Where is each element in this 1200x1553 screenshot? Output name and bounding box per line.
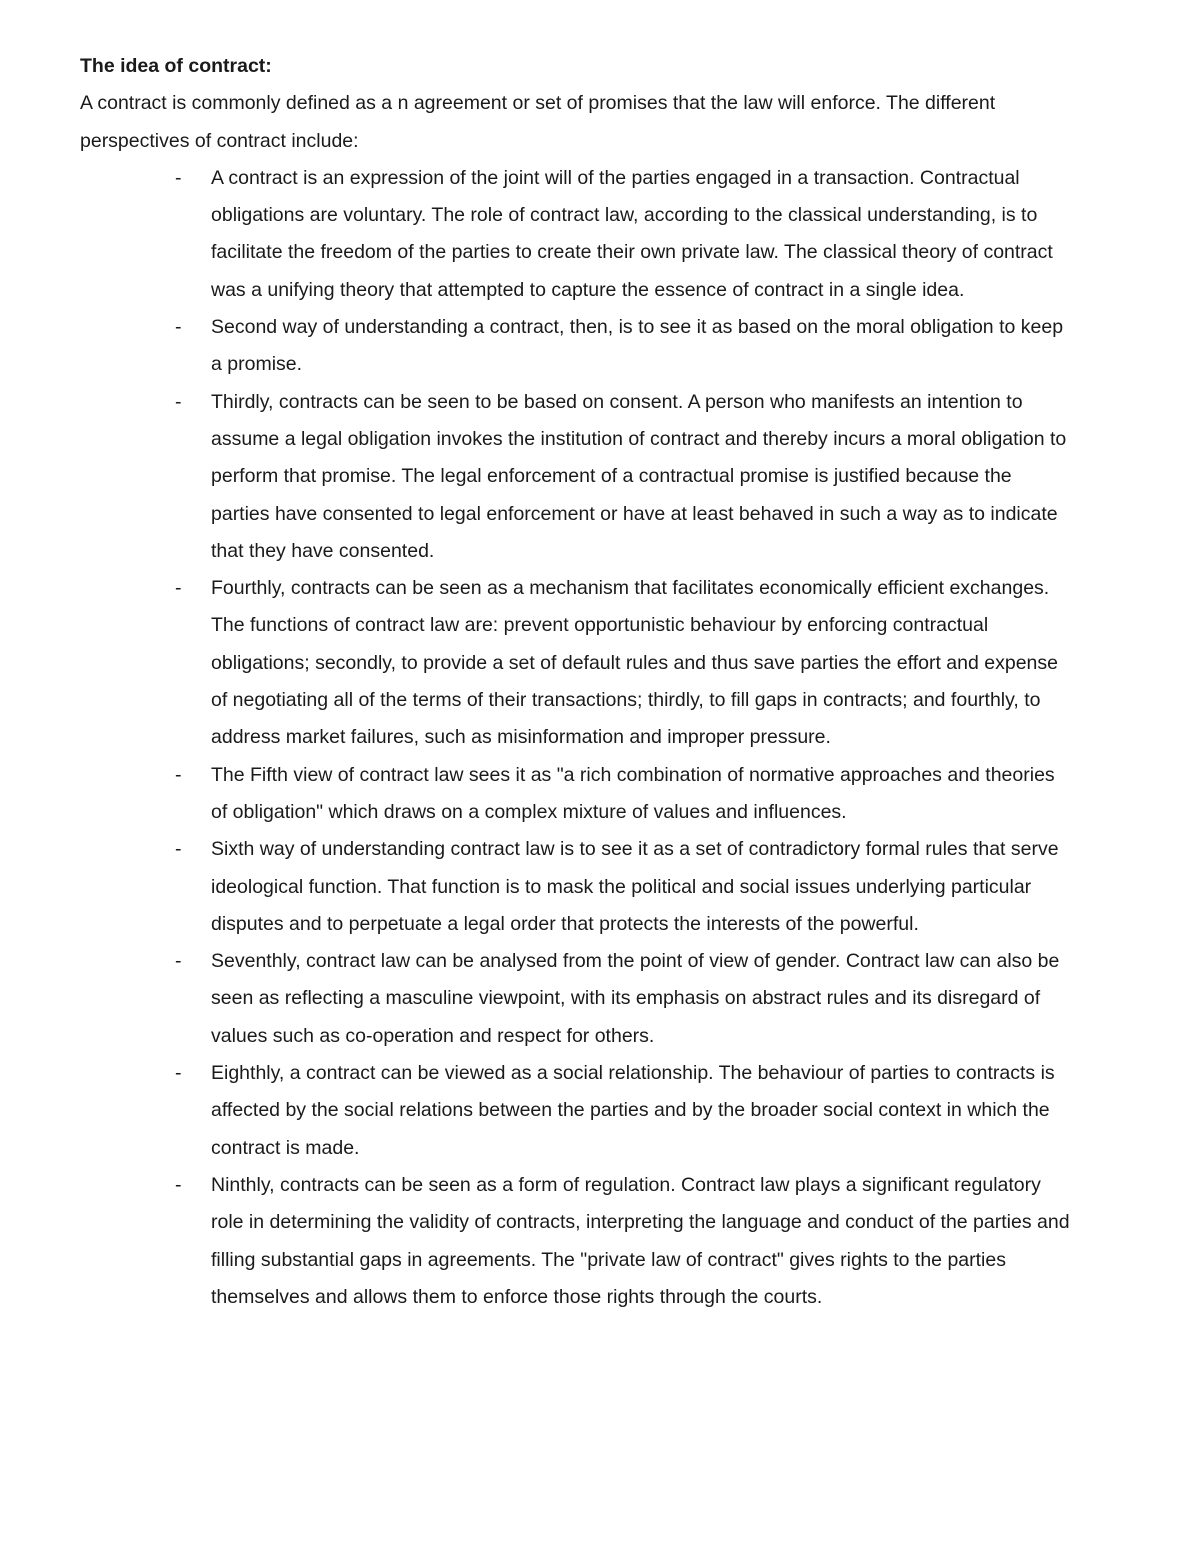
list-item bbox=[80, 1167, 1070, 1316]
list-item bbox=[80, 831, 1070, 943]
list-item bbox=[80, 943, 1070, 1055]
list-item bbox=[80, 1055, 1070, 1167]
list-item bbox=[80, 570, 1070, 756]
list-item-text: Fourthly, contracts can be seen as a mechanism that facilitates economically efficient exchanges. The functions of contract law are: prevent opportunistic behaviour by enforcing contractual obligations; secondly, to provide a set of default rules and thus save parties the effort and expense of negotiating all of the terms of their transactions; thirdly, to fill gaps in contracts; and fourthly, to address market failures, such as misinformation and improper pressure. bbox=[211, 577, 1058, 749]
list-item bbox=[80, 309, 1070, 384]
list-item-text: Thirdly, contracts can be seen to be based on consent. A person who manifests an intention to assume a legal obligation invokes the institution of contract and thereby incurs a moral obligation to perform that promise. The legal enforcement of a contractual promise is justified because the parties have consented to legal enforcement or have at least behaved in such a way as to indicate that they have consented. bbox=[211, 390, 1067, 562]
list-item-text: Seventhly, contract law can be analysed from the point of view of gender. Contract law can also be seen as reflecting a masculine viewpoint, with its emphasis on abstract rules and its disregard of values such as co-operation and respect for others. bbox=[211, 950, 1060, 1047]
list-item-text: The Fifth view of contract law sees it as "a rich combination of normative approaches and theories of obligation" which draws on a complex mixture of values and influences. bbox=[211, 763, 1055, 823]
list-item-text: A contract is an expression of the joint will of the parties engaged in a transaction. Contractual obligations are voluntary. The role of contract law, according to the classical understanding, is to facilitate the freedom of the parties to create their own private law. The classical theory of contract was a unifying theory that attempted to capture the essence of contract in a single idea. bbox=[211, 166, 1053, 301]
bullet-dash: - bbox=[175, 763, 182, 786]
list-item bbox=[80, 160, 1070, 309]
list-item-text: Second way of understanding a contract, then, is to see it as based on the moral obligation to keep a promise. bbox=[211, 316, 1064, 376]
bullet-dash: - bbox=[175, 950, 182, 973]
intro-paragraph: A contract is commonly defined as a n agreement or set of promises that the law will enforce. The different perspectives of contract include: bbox=[80, 92, 996, 152]
bullet-dash: - bbox=[175, 390, 182, 413]
bullet-dash: - bbox=[175, 577, 182, 600]
bullet-dash: - bbox=[175, 1173, 182, 1196]
bullet-dash: - bbox=[175, 316, 182, 339]
document-body bbox=[80, 48, 1070, 1316]
list-item-text: Eighthly, a contract can be viewed as a social relationship. The behaviour of parties to contracts is affected by the social relations between the parties and by the broader social context in which the contract is made. bbox=[211, 1062, 1055, 1159]
bullet-dash: - bbox=[175, 166, 182, 189]
bullet-dash: - bbox=[175, 1062, 182, 1085]
bullet-dash: - bbox=[175, 838, 182, 861]
list-item-text: Ninthly, contracts can be seen as a form of regulation. Contract law plays a significant regulatory role in determining the validity of contracts, interpreting the language and conduct of the parties and filling substantial gaps in agreements. The "private law of contract" gives rights to the parties themselves and allows them to enforce those rights through the courts. bbox=[211, 1173, 1070, 1308]
list-item bbox=[80, 384, 1070, 570]
list-item bbox=[80, 757, 1070, 832]
perspectives-list bbox=[80, 160, 1070, 1316]
document-title: The idea of contract: bbox=[80, 55, 272, 77]
list-item-text: Sixth way of understanding contract law is to see it as a set of contradictory formal rules that serve ideological function. That function is to mask the political and social issues underlying particular disputes and to perpetuate a legal order that protects the interests of the powerful. bbox=[211, 838, 1059, 935]
